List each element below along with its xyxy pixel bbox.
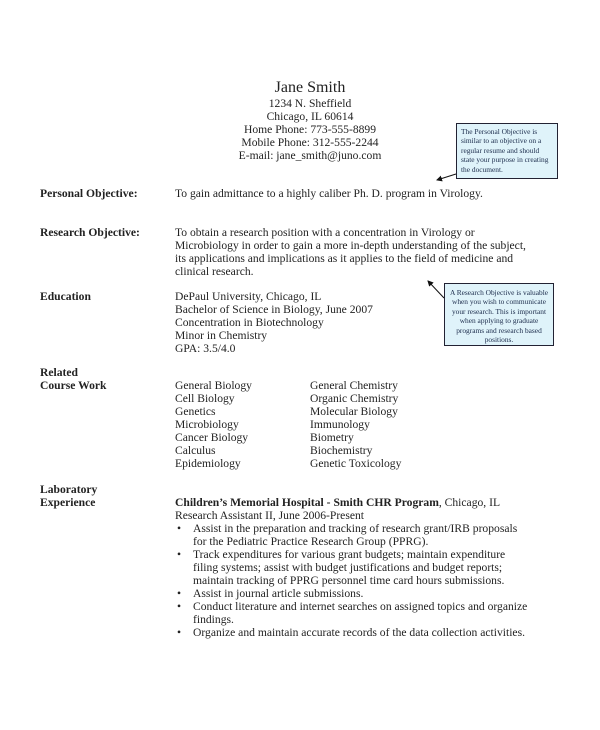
text-line: • Assist in the preparation and tracking of research grant/IRB proposals	[193, 522, 518, 535]
text-line: Related	[40, 366, 78, 379]
text-line: filing systems; assist with budget justifications and budget reports;	[193, 561, 503, 574]
personal-objective-note: The Personal Objective is similar to an objective on a regular resume and should state your purpose in creating the document.	[456, 123, 558, 179]
duty-item	[175, 600, 527, 626]
text-line: Concentration in Biotechnology	[175, 316, 324, 329]
text-line: • Organize and maintain accurate records of the data collection activities.	[193, 626, 525, 639]
text-line: for the Pediatric Practice Research Group (PPRG).	[193, 535, 429, 548]
course-item: Molecular Biology	[310, 405, 398, 418]
text-line: Minor in Chemistry	[175, 329, 268, 342]
duty-item	[175, 587, 527, 600]
text-line: findings.	[193, 613, 234, 626]
text-line: clinical research.	[175, 265, 254, 278]
duty-item	[175, 548, 527, 587]
text-line: Bachelor of Science in Biology, June 2007	[175, 303, 373, 316]
arrow-icon	[437, 174, 456, 180]
location: , Chicago, IL	[438, 496, 501, 509]
course-item: Biometry	[310, 431, 354, 444]
course-item: Epidemiology	[175, 457, 241, 470]
text-line: • Track expenditures for various grant budgets; maintain expenditure	[193, 548, 506, 561]
course-item: Cell Biology	[175, 392, 235, 405]
lab-experience-details	[175, 496, 527, 639]
email: E-mail: jane_smith@juno.com	[238, 149, 382, 162]
text-line: • Assist in journal article submissions.	[193, 587, 364, 600]
personal-objective-text: To gain admittance to a highly caliber Ph. D. program in Virology.	[175, 187, 483, 200]
research-objective-note: A Research Objective is valuable when you wish to communicate your research. This is important when applying to graduate programs and research based positions.	[444, 283, 554, 346]
arrow-icon	[428, 281, 444, 298]
course-item: Immunology	[310, 418, 370, 431]
duties-list	[175, 522, 527, 639]
text-line: DePaul University, Chicago, IL	[175, 290, 322, 303]
text-line: its applications and implications as it applies to the field of medicine and	[175, 252, 514, 265]
employer-line	[175, 496, 527, 509]
mobile-phone: Mobile Phone: 312-555-2244	[241, 136, 379, 149]
course-item: Microbiology	[175, 418, 239, 431]
duty-item	[175, 522, 527, 548]
research-objective-label: Research Objective:	[40, 226, 140, 239]
employer: Children’s Memorial Hospital - Smith CHR Program	[175, 496, 439, 509]
research-objective-text	[175, 226, 526, 278]
text-line: Laboratory	[40, 483, 98, 496]
text-line: Experience	[40, 496, 96, 509]
position: Research Assistant II, June 2006-Present	[175, 509, 365, 522]
course-item: Biochemistry	[310, 444, 373, 457]
address-line-1: 1234 N. Sheffield	[268, 97, 352, 110]
applicant-name: Jane Smith	[274, 79, 346, 96]
course-item: General Biology	[175, 379, 252, 392]
education-details	[175, 290, 373, 355]
course-item: Genetic Toxicology	[310, 457, 402, 470]
address-line-2: Chicago, IL 60614	[266, 110, 354, 123]
duty-item	[175, 626, 527, 639]
lab-experience-label	[40, 483, 97, 509]
text-line: Microbiology in order to gain a more in-depth understanding of the subject,	[175, 239, 526, 252]
text-line: To obtain a research position with a concentration in Virology or	[175, 226, 475, 239]
course-item: Genetics	[175, 405, 216, 418]
course-item: Cancer Biology	[175, 431, 249, 444]
coursework-label	[40, 366, 106, 392]
personal-objective-label: Personal Objective:	[40, 187, 138, 200]
education-label: Education	[40, 290, 91, 303]
text-line: GPA: 3.5/4.0	[175, 342, 236, 355]
course-item: Organic Chemistry	[310, 392, 399, 405]
course-list	[175, 379, 460, 470]
home-phone: Home Phone: 773-555-8899	[243, 123, 377, 136]
course-item: Calculus	[175, 444, 216, 457]
course-item: General Chemistry	[310, 379, 398, 392]
text-line: • Conduct literature and internet searches on assigned topics and organize	[193, 600, 528, 613]
text-line: maintain tracking of PPRG personnel time card hours submissions.	[193, 574, 505, 587]
text-line: Course Work	[40, 379, 107, 392]
